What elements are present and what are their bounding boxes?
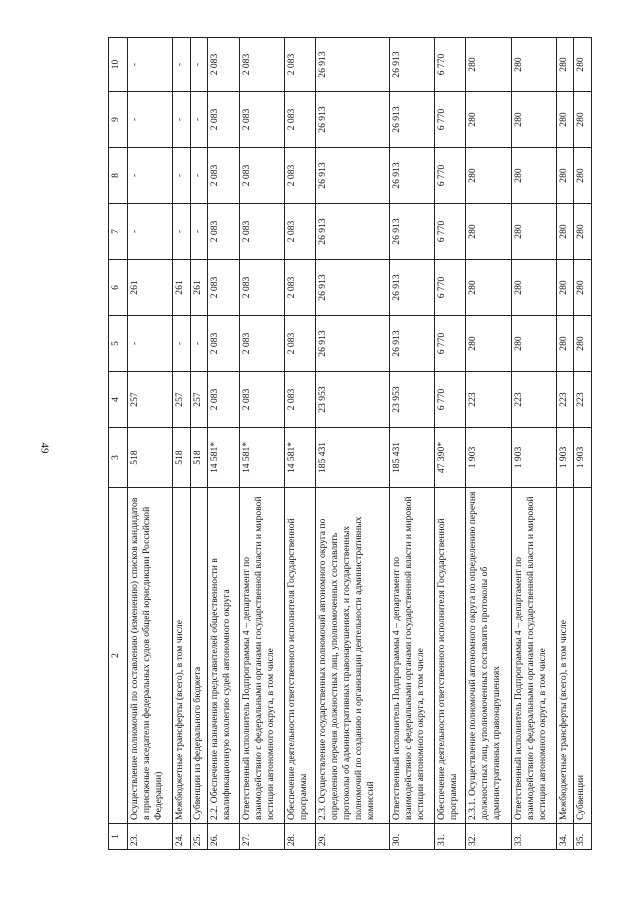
row-number: 32. <box>466 824 511 850</box>
row-number: 31. <box>434 824 465 850</box>
value-cell: 280 <box>574 92 592 148</box>
table-body <box>128 38 592 850</box>
column-header: 10 <box>109 38 128 92</box>
value-cell: - <box>190 92 207 148</box>
value-cell: 6 770 <box>434 38 465 92</box>
row-description: Межбюджетные трансферты (всего), в том числе <box>173 488 190 824</box>
column-header: 6 <box>109 260 128 316</box>
column-header: 8 <box>109 148 128 204</box>
table-row <box>466 38 511 850</box>
value-cell: 280 <box>511 260 556 316</box>
value-cell: 2 083 <box>208 316 239 372</box>
value-cell: 26 913 <box>389 204 434 260</box>
value-cell: 2 083 <box>208 204 239 260</box>
value-cell: 1 903 <box>511 428 556 488</box>
value-cell: 26 913 <box>389 148 434 204</box>
row-number: 28. <box>284 824 315 850</box>
value-cell: 26 913 <box>316 316 389 372</box>
value-cell: 2 083 <box>208 372 239 428</box>
row-description: 2.3.1. Осуществление полномочий автономного округа по определению перечня должностных лиц, уполномоченных составлять протоколы об административных правонарушениях <box>466 488 511 824</box>
value-cell: 2 083 <box>284 372 315 428</box>
value-cell: 257 <box>190 372 207 428</box>
value-cell: - <box>190 148 207 204</box>
value-cell: 26 913 <box>389 260 434 316</box>
value-cell: 280 <box>466 260 511 316</box>
value-cell: 26 913 <box>316 92 389 148</box>
value-cell: 518 <box>128 428 173 488</box>
value-cell: 280 <box>511 38 556 92</box>
value-cell: - <box>128 316 173 372</box>
value-cell: 2 083 <box>208 38 239 92</box>
value-cell: 2 083 <box>239 204 284 260</box>
value-cell: 26 913 <box>316 38 389 92</box>
value-cell: - <box>173 38 190 92</box>
value-cell: 1 903 <box>557 428 574 488</box>
row-number: 33. <box>511 824 556 850</box>
value-cell: - <box>128 204 173 260</box>
value-cell: 280 <box>574 148 592 204</box>
value-cell: - <box>173 148 190 204</box>
value-cell: 223 <box>557 372 574 428</box>
table-row <box>434 38 465 850</box>
value-cell: 26 913 <box>316 260 389 316</box>
value-cell: 185 431 <box>316 428 389 488</box>
value-cell: 2 083 <box>284 316 315 372</box>
value-cell: 280 <box>466 316 511 372</box>
value-cell: 2 083 <box>239 316 284 372</box>
column-header: 4 <box>109 372 128 428</box>
row-description: 2.3. Осуществление государственных полномочий автономного округа по определению перечня должностных лиц, уполномоченных составлять протоколы об административных правонарушениях, и государственных полномочий по созданию и организации деятельности административных комиссий <box>316 488 389 824</box>
row-number: 26. <box>208 824 239 850</box>
row-number: 27. <box>239 824 284 850</box>
value-cell: 26 913 <box>316 148 389 204</box>
value-cell: 518 <box>190 428 207 488</box>
value-cell: 2 083 <box>239 38 284 92</box>
value-cell: 2 083 <box>284 260 315 316</box>
value-cell: 2 083 <box>208 148 239 204</box>
value-cell: 2 083 <box>239 148 284 204</box>
value-cell: 280 <box>466 38 511 92</box>
row-description: Субвенции <box>574 488 592 824</box>
table-row <box>208 38 239 850</box>
value-cell: 518 <box>173 428 190 488</box>
value-cell: - <box>173 316 190 372</box>
value-cell: 261 <box>190 260 207 316</box>
table-row <box>389 38 434 850</box>
value-cell: 280 <box>574 204 592 260</box>
value-cell: 2 083 <box>284 38 315 92</box>
table-row <box>511 38 556 850</box>
value-cell: 280 <box>557 92 574 148</box>
value-cell: 2 083 <box>284 148 315 204</box>
value-cell: 6 770 <box>434 372 465 428</box>
value-cell: 280 <box>557 38 574 92</box>
value-cell: 280 <box>511 204 556 260</box>
value-cell: 280 <box>557 204 574 260</box>
row-description: Обеспечение деятельности ответственного исполнителя Государственной программы <box>284 488 315 824</box>
column-header: 5 <box>109 316 128 372</box>
value-cell: 23 953 <box>389 372 434 428</box>
row-description: Ответственный исполнитель Подпрограммы 4 – департамент по взаимодействию с федеральными органами государственной власти и мировой юстиции автономного округа, в том числе <box>389 488 434 824</box>
value-cell: 6 770 <box>434 260 465 316</box>
value-cell: - <box>128 148 173 204</box>
row-number: 34. <box>557 824 574 850</box>
value-cell: 1 903 <box>574 428 592 488</box>
row-number: 24. <box>173 824 190 850</box>
budget-table <box>108 37 592 850</box>
value-cell: 26 913 <box>389 316 434 372</box>
value-cell: 257 <box>173 372 190 428</box>
value-cell: 280 <box>557 148 574 204</box>
value-cell: - <box>190 204 207 260</box>
row-number: 25. <box>190 824 207 850</box>
value-cell: 2 083 <box>208 260 239 316</box>
value-cell: 6 770 <box>434 92 465 148</box>
value-cell: - <box>173 92 190 148</box>
value-cell: - <box>190 38 207 92</box>
value-cell: 26 913 <box>389 38 434 92</box>
row-description: Ответственный исполнитель Подпрограммы 4 – департамент по взаимодействию с федеральными органами государственной власти и мировой юстиции автономного округа, в том числе <box>511 488 556 824</box>
table-row <box>239 38 284 850</box>
table-row <box>128 38 173 850</box>
column-header: 3 <box>109 428 128 488</box>
value-cell: 2 083 <box>208 92 239 148</box>
value-cell: 26 913 <box>389 92 434 148</box>
value-cell: 223 <box>466 372 511 428</box>
value-cell: 280 <box>557 260 574 316</box>
value-cell: 261 <box>128 260 173 316</box>
row-number: 30. <box>389 824 434 850</box>
table-row <box>574 38 592 850</box>
value-cell: 257 <box>128 372 173 428</box>
value-cell: 223 <box>574 372 592 428</box>
row-description: Межбюджетные трансферты (всего), в том числе <box>557 488 574 824</box>
value-cell: 223 <box>511 372 556 428</box>
value-cell: 26 913 <box>316 204 389 260</box>
row-description: Осуществление полномочий по составлению (изменению) списков кандидатов в присяжные заседатели федеральных судов общей юрисдикции Российской Федерации) <box>128 488 173 824</box>
value-cell: 261 <box>173 260 190 316</box>
row-number: 35. <box>574 824 592 850</box>
value-cell: 14 581* <box>284 428 315 488</box>
column-header: 1 <box>109 824 128 850</box>
value-cell: 6 770 <box>434 148 465 204</box>
value-cell: 280 <box>557 316 574 372</box>
value-cell: 2 083 <box>284 92 315 148</box>
table-header-row <box>109 38 128 850</box>
value-cell: 280 <box>511 316 556 372</box>
value-cell: 280 <box>466 204 511 260</box>
page-number: 49 <box>38 442 51 454</box>
row-description: Ответственный исполнитель Подпрограммы 4 – департамент по взаимодействию с федеральными органами государственной власти и мировой юстиции автономного округа, в том числе <box>239 488 284 824</box>
value-cell: 280 <box>574 38 592 92</box>
value-cell: 23 953 <box>316 372 389 428</box>
value-cell: - <box>190 316 207 372</box>
budget-table-rotated <box>108 38 592 850</box>
row-description: 2.2. Обеспечение назначения представителей общественности в квалификационную коллегию судей автономного округа <box>208 488 239 824</box>
value-cell: 1 903 <box>466 428 511 488</box>
value-cell: - <box>128 38 173 92</box>
value-cell: 2 083 <box>239 92 284 148</box>
value-cell: - <box>128 92 173 148</box>
column-header: 2 <box>109 488 128 824</box>
row-number: 23. <box>128 824 173 850</box>
value-cell: 2 083 <box>239 260 284 316</box>
value-cell: 14 581* <box>239 428 284 488</box>
value-cell: 2 083 <box>239 372 284 428</box>
value-cell: 280 <box>511 92 556 148</box>
column-header: 7 <box>109 204 128 260</box>
value-cell: 185 431 <box>389 428 434 488</box>
value-cell: 47 390* <box>434 428 465 488</box>
value-cell: 6 770 <box>434 316 465 372</box>
value-cell: 280 <box>574 316 592 372</box>
table-row <box>557 38 574 850</box>
value-cell: 280 <box>466 92 511 148</box>
value-cell: 14 581* <box>208 428 239 488</box>
table-row <box>316 38 389 850</box>
value-cell: - <box>173 204 190 260</box>
column-header: 9 <box>109 92 128 148</box>
value-cell: 280 <box>574 260 592 316</box>
table-row <box>190 38 207 850</box>
table-row <box>173 38 190 850</box>
row-description: Обеспечение деятельности ответственного исполнителя Государственной программы <box>434 488 465 824</box>
value-cell: 280 <box>466 148 511 204</box>
value-cell: 2 083 <box>284 204 315 260</box>
table-row <box>284 38 315 850</box>
value-cell: 6 770 <box>434 204 465 260</box>
row-number: 29. <box>316 824 389 850</box>
value-cell: 280 <box>511 148 556 204</box>
row-description: Субвенции из федерального бюджета <box>190 488 207 824</box>
